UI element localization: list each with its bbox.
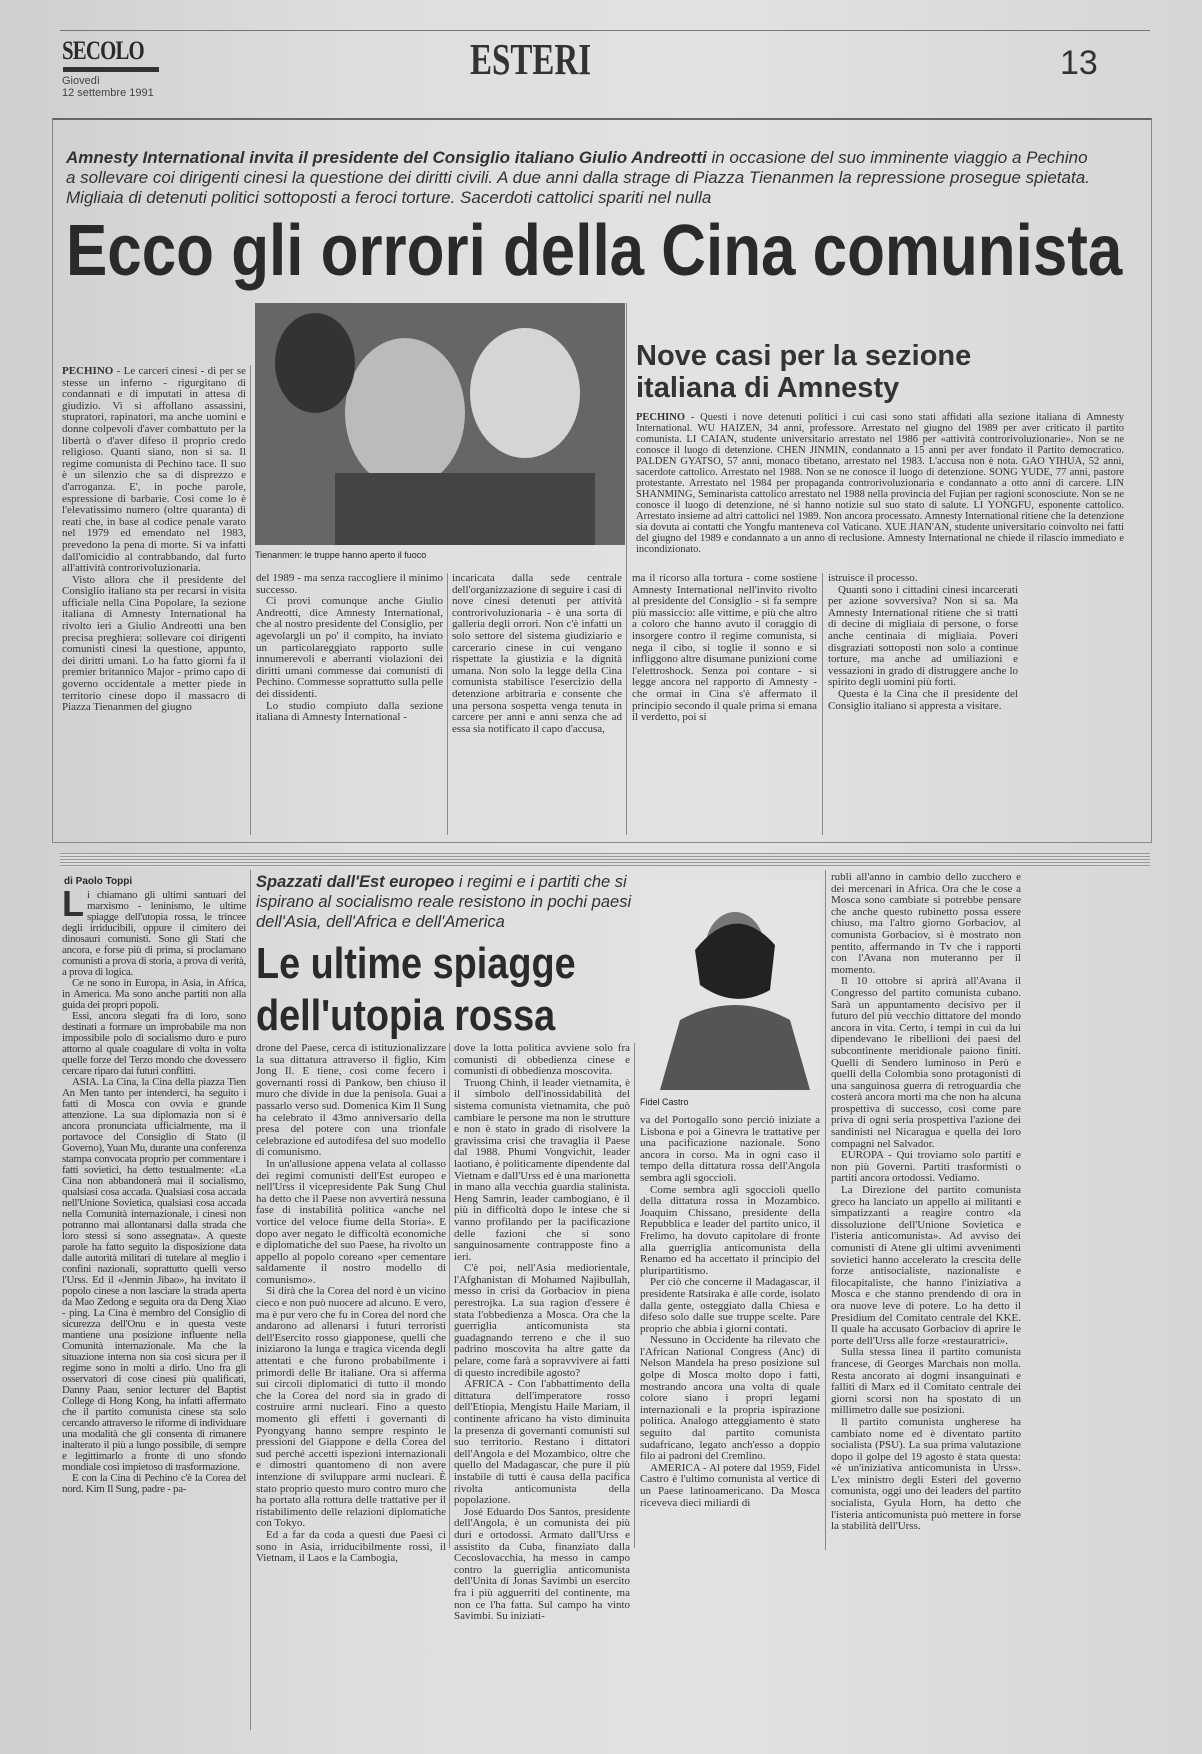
paragraph: Lo studio compiuto dalla sezione italiana di Amnesty International - — [256, 699, 443, 724]
masthead-bar — [63, 67, 159, 72]
tienanmen-photo — [255, 303, 625, 545]
photo-caption: Fidel Castro — [640, 1097, 689, 1107]
paragraph: Truong Chinh, il leader vietnamita, è il simbolo dell'inossidabilità del sistema comunista vietnamita, che può cambiare le persone ma non le strutture e non è stato in grado di risolvere la gravissima crisi che travaglia il Paese dal 1988. Phumi Vongvichit, leader laotiano, è politicamente dipendente dal Vietnam e dall'Urss ed è una marionetta in mano alla vecchia guardia stalinista. Heng Samrin, leader cambogiano, è il più in difficoltà dopo le intese che si vanno profilando per la pacificazione delle fazioni che si sono sanguinosamente contrapposte fino a ieri. — [454, 1076, 630, 1263]
paragraph: Visto allora che il presidente del Consiglio italiano sta per recarsi in visita ufficiale nella Cina Popolare, la sezione italiana di Amnesty International ha rivolto ieri a Giulio Andreotti una ben precisa preghiera: sollevare coi dirigenti comunisti cinesi la questione, appunto, dei diritti umani. Lo ha fatto giorni fa il premier britannico Major - primo capo di governo occidentale a metter piede in territorio cinese dopo il massacro di Piazza Tienanmen del giugno — [62, 573, 246, 714]
paragraph: dove la lotta politica avviene solo fra comunisti di obbedienza cinese e comunisti di obbedienza moscovita. — [454, 1042, 630, 1078]
photo-image — [255, 303, 625, 545]
article1-column-1 — [62, 366, 246, 836]
newspaper-masthead: SECOLO — [62, 36, 144, 65]
drop-cap: L — [62, 883, 84, 924]
paragraph: - Le carceri cinesi - di per se stesse un inferno - rigurgitano di condannati e di imputati in attesa di giudizio. Vi si affollano assassini, stupratori, rapinatori, ma anche uomini e donne colpevoli d'aver combattuto per la libertà o d'aver difeso il proprio credo religioso. Quanti siano, non si sa. Il regime comunista di Pechino tace. Il suo è un silenzio che sa di disprezzo e d'arroganza. E', in poche parole, espressione di barbarie. Così come lo è l'elevatissimo numero (oltre quaranta) di reati che, in base al codice penale varato nel 1979 ed emendato nel 1983, prevedono la pena di morte. Si va infatti dall'omicidio al contrabbando, dal furto all'attività controrivoluzionaria. — [62, 365, 247, 575]
paragraph: Questa è la Cina che il presidente del Consiglio italiano si appresta a visitare. — [828, 687, 1018, 712]
headline-line: dell'utopia rossa — [256, 991, 556, 1040]
article2-column-1 — [62, 883, 246, 1495]
top-rule — [60, 30, 1150, 31]
article2-column-5 — [831, 872, 1021, 1548]
article2-column-4 — [640, 1115, 820, 1548]
article1-column-2 — [256, 573, 443, 835]
photo-caption: Tienanmen: le truppe hanno aperto il fuoco — [255, 550, 427, 560]
column-rule — [626, 303, 627, 835]
deck-rest: in occasione del suo imminente viaggio a Pechino a sollevare coi dirigenti cinesi la questione dei diritti civili. A due anni dalla strage di Piazza Tienanmen la repressione prosegue spietata. Migliaia di detenuti politici sottoposti a feroci torture. Sacerdoti cattolici spariti nel nulla — [66, 148, 1090, 207]
paragraph: va del Portogallo sono perciò iniziate a Lisbona e poi a Ginevra le trattative per una pacificazione nazionale. Sono ancora in corso. Ma in ogni caso il tempo della dittatura rossa dell'Angola sembra agli sgoccioli. — [640, 1114, 820, 1184]
paragraph: rubli all'anno in cambio dello zucchero e dei mercenari in Africa. Ora che le cose a Mosca sono cambiate si potrebbe pensare che anche questo rubinetto possa essere chiuso, ma l'altro giorno Gorbaciov, al comunista Gorbaciov, si è mostrato non pentito, affermando in Tv che i rapporti con l'Avana non muteranno per il momento. — [831, 871, 1021, 976]
dateline: PECHINO — [62, 365, 114, 377]
column-rule — [822, 573, 823, 835]
paragraph: AMERICA - Al potere dal 1959, Fidel Castro è l'ultimo comunista al vertice di un Paese latinoamericano. Da Mosca riceveva dieci miliardi di — [640, 1461, 820, 1509]
issue-date-text: 12 settembre 1991 — [62, 87, 154, 99]
column-rule — [447, 573, 448, 835]
column-rule — [250, 870, 251, 1730]
issue-date — [62, 75, 154, 99]
paragraph: In un'allusione appena velata al collasso dei regimi comunisti dell'Est europeo e nell'Urss il vicepresidente Pak Sung Chul ha detto che il Paese non avvertirà nessuna fase di instabilità politica «anche nel vortice del veloce fiume della Storia». E dopo aver negato le difficoltà economiche e diplomatiche del suo Paese, ha rivolto un appello al popolo coreano «per cementare saldamente il nostro modello di comunismo». — [256, 1157, 446, 1286]
deck-bold: Amnesty International invita il presidente del Consiglio italiano Giulio Andreotti — [66, 148, 707, 167]
paragraph: AFRICA - Con l'abbattimento della dittatura dell'imperatore rosso dell'Etiopia, Mengistu Haile Mariam, il continente africano ha visto diminuita la presenza di governanti comunisti sul suo territorio. Restano i dittatori dell'Angola e del Mozambico, oltre che quello del Madagascar, che pure il più instabile di tutti è causa della pacifica rivolta anticomunista della popolazione. — [454, 1378, 630, 1507]
column-rule — [250, 365, 251, 835]
article2-headline — [256, 938, 576, 1042]
paragraph: C'è poi, nell'Asia mediorientale, l'Afghanistan di Mohamed Najibullah, messo in crisi da Gorbaciov in piena perestrojka. La sua ragion d'essere è stata l'obbedienza a Mosca. Ora che la guerriglia anticomunista sta guadagnando terreno e che il suo padrino moscovita ha altre gatte da pelare, come farà a sopravvivere ai fatti di questo incredibile agosto? — [454, 1262, 630, 1379]
paragraph: drone del Paese, cerca di istituzionalizzare la sua dittatura attraverso il figlio, Kim Jong Il. E tiene, così come fecero i governanti rossi di Pankow, ben chiuso il muro che divide in due la penisola. Guai a passarlo verso sud. Domenica Kim Il Sung ha celebrato il 43mo anniversario della presa del potere con una trionfale celebrazione ed autodifesa del suo modello di comunismo. — [256, 1042, 446, 1159]
column-rule — [825, 870, 826, 1550]
byline: di Paolo Toppi — [64, 876, 133, 887]
paragraph: istruisce il processo. — [828, 572, 918, 584]
castro-photo — [640, 880, 820, 1090]
paragraph: Come sembra agli sgoccioli quello della dittatura rossa in Mozambico. Joaquim Chissano, presidente della Repubblica e leader del partito unico, il Frelimo, ha dovuto capitolare di fronte alla guerriglia anticomunista della Renamo ed ha accettato il principio del pluripartitismo. — [640, 1183, 820, 1277]
dateline: PECHINO — [636, 412, 686, 423]
paragraph: Il partito comunista ungherese ha cambiato nome ed è diventato partito socialista (PSU). La sua prima valutazione dopo il golpe del 19 agosto è stata questa: «è un'iniziativa anticomunista in Urss». L'ex ministro degli Esteri del governo comunista, oggi uno dei leaders del partito socialista, Gyula Horn, ha detto che l'isteria anticomunista può mettere in forse la stabilità dell'Urss. — [831, 1415, 1021, 1533]
paragraph: i chiamano gli ultimi santuari del marxismo - leninismo, le ultime spiagge dell'utopia rossa, le trincee degli irriducibili, oppure il cimitero dei dinosauri comunisti. Sono gli Stati che ancora, e forse più di prima, si proclamano comunisti a prova di storia, a prova di verità, a prova di logica. — [62, 889, 246, 978]
paragraph: Sulla stessa linea il partito comunista francese, di Georges Marchais non molla. Resta ancorato ai dogmi insanguinati e falliti di Marx ed il Comitato centrale dei giorni scorsi non ha spostato di un millimetro dalle sue posizioni. — [831, 1346, 1021, 1417]
paragraph: ma il ricorso alla tortura - come sostiene Amnesty International nell'invito rivolto al presidente del Consiglio - si fa sempre più massiccio: alle vittime, e più che altro a coloro che hanno avuto il coraggio di insorgere contro il regime comunista, si nega il cibo, si toglie il sonno e si infliggono altre disumane punizioni come l'elettroshock. Senza poi contare - si legge ancora nel rapporto di Amnesty - che ormai in Cina s'è affermato il principio secondo il quale prima si emana il verdetto, poi si — [632, 572, 817, 724]
paragraph: Ce ne sono in Europa, in Asia, in Africa, in America. Ma sono anche partiti non alla guida dei propri popoli. — [62, 977, 246, 1011]
article2-column-2 — [256, 1042, 446, 1565]
paragraph: Si dirà che la Corea del nord è un vicino cieco e non può nuocere ad alcuno. E vero, ma è pur vero che fu in Corea del nord che andarono ad allenarsi i futuri terroristi dell'Esercito rosso giapponese, quelli che iniziarono la lunga e tragica vicenda degli attentati e che furono probabilmente i primordi delle Br italiane. Ora si afferma sui circoli diplomatici di tutto il mondo che la Corea del nord sia in grado di costruire armi nucleari. Fino a questo momento gli effetti i governanti di Pyongyang hanno sempre respinto le pressioni del Giappone e della Corea del sud perché accetti ispezioni internazionali e dimostri quantomeno di non avere intenzione di sviluppare armi nucleari. È stato proprio questo muro contro muro che ha portato alla rottura delle trattative per il ristabilimento delle relazioni diplomatiche con Tokyo. — [256, 1285, 446, 1530]
deck-rest: i regimi e i partiti che si ispirano al socialismo reale resistono in pochi paesi dell'Asia, dell'Africa e dell'America — [256, 873, 632, 931]
paragraph: Ci provi comunque anche Giulio Andreotti, dice Amnesty International, che al nostro presidente del Consiglio, per agevolargli un po' il compito, ha inviato un particolareggiato rapporto sulle innumerevoli e aberranti violazioni dei diritti umani commesse dai comunisti di Pechino. Commesse soprattutto sulla pelle dei dissidenti. — [256, 595, 443, 700]
paragraph: Quanti sono i cittadini cinesi incarcerati per azione sovversiva? Non si sa. Ma Amnesty International ritiene che si tratti di decine di migliaia di persone, o forse anche centinaia di migliaia. Poveri disgraziati sottoposti non solo a continue torture, ma anche ad umiliazioni e vessazioni in grado di distruggere anche lo spirito degli uomini più forti. — [828, 583, 1018, 689]
sidebar-headline: Nove casi per la sezione italiana di Amnesty — [636, 340, 972, 404]
article1-headline: Ecco gli orrori della Cina comunista — [66, 211, 1123, 291]
section-divider — [60, 853, 1150, 867]
article1-column-5 — [828, 573, 1018, 835]
article1-column-3 — [452, 573, 622, 835]
column-rule — [449, 1043, 450, 1548]
paragraph: - Questi i nove detenuti politici i cui casi sono stati affidati alla sezione italiana di Amnesty International. WU HAIZEN, 34 anni, professore. Arrestato nel giugno del 1989 per aver criticato il partito comunista. LI CAIAN, studente universitario arrestato nel 1986 per «attività controrivoluzionarie». Non se ne conosce il luogo di detenzione. CHEN JINMIN, condannato a 15 anni per aver fondato il Partito democratico. PALDEN GYATSO, 57 anni, monaco tibetano, arrestato nel 1983. L'accusa non è nota. GAO YIHUA, 52 anni, sacerdote cattolico. Arrestato nel 1988. Non se ne conosce il luogo di detenzione. SONG YUDE, 77 anni, pastore protestante. Arrestato nel 1984 per propaganda controrivoluzionaria e condannato a otto anni di carcere. LIN SHANMING, Seminarista cattolico arrestato nel 1988 nella provincia del Fujian per ragioni sconosciute. Non se ne conosce il luogo di detenzione, né si hanno notizie sul suo stato di salute. LI YONGFU, esponente cattolico. Arrestato insieme ad altri cattolici nel 1989. Non ancora processato. Amnesty International ritiene che la detenzione sia dovuta ai contatti che Yongfu manteneva col Vaticano. XUE JIAN'AN, studente universitario coinvolto nei fatti del giugno del 1989 e condannato a un anno di reclusione. Amnesty International ne chiede il rilascio immediato e incondizionato. — [636, 412, 1125, 555]
article2-deck — [256, 872, 636, 932]
paragraph: Il 10 ottobre si aprirà all'Avana il Congresso del partito comunista cubano. Sarà un appuntamento decisivo per il futuro del più vecchio dittatore del mondo ancora in vita. Certo, i tempi in cui da lui dipendevano le ribellioni dei paesi del subcontinente meridionale paiono finiti. Quelli di Sendero luminoso in Perù e quelli della Colombia sono protagonisti di una sanguinosa guerra di retroguardia che costerà ancora morti ma che non ha alcuna prospettiva di successo, così come pare priva di ogni seria prospettiva l'azione dei sandinisti nel Nicaragua e quella dei loro compagni nel Salvador. — [831, 975, 1021, 1150]
paragraph: La Direzione del partito comunista greco ha lanciato un appello ai militanti e simpatizzanti a reagire contro «la dissoluzione dell'Unione Sovietica e l'isteria anticomunista». Ad avviso dei comunisti di Atene gli ultimi avvenimenti sovietici hanno accelerato la crescita delle forze antisocialiste, nazionaliste e filocapitaliste, che hanno l'iniziativa a Mosca e che stanno prendendo di ora in ora nuove leve di potere. Lo ha detto il Presidium del Comitato centrale del KKE. Il quale ha accusato Gorbaciov di aprire le porte dell'Urss alle forze «restauratrici». — [831, 1184, 1021, 1347]
paragraph: E con la Cina di Pechino c'è la Corea del nord. Kim Il Sung, padre - pa- — [62, 1472, 246, 1495]
page-number: 13 — [1060, 44, 1098, 82]
paragraph: Per ciò che concerne il Madagascar, il presidente Ratsiraka è alle corde, isolato dalla gente, osteggiato dalla Chiesa e difeso solo dalle sue truppe scelte. Pare proprio che abbia i giorni contati. — [640, 1276, 820, 1335]
headline-line: Le ultime spiagge — [256, 939, 576, 988]
paragraph: del 1989 - ma senza raccogliere il minimo successo. — [256, 572, 443, 596]
paragraph: José Eduardo Dos Santos, presidente dell'Angola, è un comunista dei più duri e ortodossi. Armato dall'Urss e assistito da Cuba, finanziato dalla Cecoslovacchia, ha messo in campo contro la guerriglia anticomunista dell'Unita di Jonas Savimbi un esercito fra i più agguerriti del continente, ma non ce l'ha fatta. Sul campo ha vinto Savimbi. Su iniziati- — [454, 1505, 630, 1623]
photo-image — [640, 880, 820, 1090]
paragraph: Ed a far da coda a questi due Paesi ci sono in Asia, irriducibilmente rossi, il Vietnam, il Laos e la Cambogia, — [256, 1528, 446, 1565]
column-rule — [634, 1043, 635, 1548]
paragraph: Nessuno in Occidente ha rilevato che l'African National Congress (Anc) di Nelson Mandela ha preso posizione sul golpe di Mosca molto dopo i fatti, mostrando ancora una volta di quale colore siano i propri legami internazionali e la propria ispirazione politica. Analogo atteggiamento è stato seguito dal partito comunista sudafricano, legato anch'esso a doppio filo ai padroni del Cremlino. — [640, 1334, 820, 1463]
deck-bold: Spazzati dall'Est europeo — [256, 873, 455, 891]
paragraph: Essi, ancora slegati fra di loro, sono destinati a formare un improbabile ma non impossibile polo di socialismo duro e puro attorno al quale coagulare di volta in volta quelle forze del Terzo mondo che dovessero cercare riparo dai futuri conflitti. — [62, 1010, 246, 1077]
paragraph: incaricata dalla sede centrale dell'organizzazione di seguire i casi di nove cinesi detenuti per attività controrivoluzionaria - è una sorta di galleria degli orrori. Non c'è infatti un solo settore del sistema giudiziario e carcerario cinese in cui vengano rispettate la giustizia e la dignità umana. Non solo la legge della Cina comunista stabilisce l'esercizio della detenzione arbitraria e consente che una persona sospetta venga tenuta in carcere per anni e anni senza che ad essa sia notificato il capo d'accusa, — [452, 572, 622, 735]
issue-day: Giovedì — [62, 75, 100, 87]
paragraph: ASIA. La Cina, la Cina della piazza Tien An Men tanto per intenderci, ha seguito i fatti di Mosca con ovvia e grande attenzione. La sua diplomazia non si è ancora pronunciata ufficialmente, ma il portavoce del Consiglio di Stato (il Governo), Yuan Mu, durante una conferenza stampa convocata proprio per commentare i fatti sovietici, ha detto testualmente: «La Cina non abbandonerà mai il socialismo, qualsiasi cosa accada. Qualsiasi cosa accada nell'Unione Sovietica, qualsiasi cosa accada nella Comunità internazionale, i cinesi non potranno mai allontanarsi dalla strada che loro stessi si sono assegnata». A queste parole ha fatto seguito la disposizione data dalle autorità militari di tutelare al meglio i confini nazionali, soprattutto quelli verso l'Urss. Ed il «Jenmin Jibao», ha invitato il popolo cinese a non lasciare la strada aperta da Mao Zedong e seguita ora da Deng Xiao - ping. La Cina è membro del Consiglio di sicurezza dell'Onu e in questa veste mantiene una posizione influente nella Comunità internazionale. Ma che la situazione interna non sia così sicura per il regime sono in molti a dirlo. Uno fra gli osservatori di cose cinesi più qualificati, Danny Paau, senior lecturer del Baptist College di Hong Kong, ha infatti affermato che il partito comunista cinese sta solo cercando attraverso le riforme di individuare una modalità che gli consenta di rimanere inalterato il più a lungo possibile, di sempre e legittimarlo a fronte di uno sfondo mondiale così impietoso di trasformazione. — [62, 1076, 246, 1473]
sidebar-body — [636, 412, 1124, 560]
article1-deck — [66, 148, 1096, 208]
section-title: ESTERI — [470, 35, 592, 84]
article2-column-3 — [454, 1042, 630, 1623]
article1-column-4 — [632, 573, 817, 835]
paragraph: EUROPA - Qui troviamo solo partiti e non più Governi. Partiti trasformisti o partiti ancora ortodossi. Vediamo. — [831, 1149, 1021, 1185]
